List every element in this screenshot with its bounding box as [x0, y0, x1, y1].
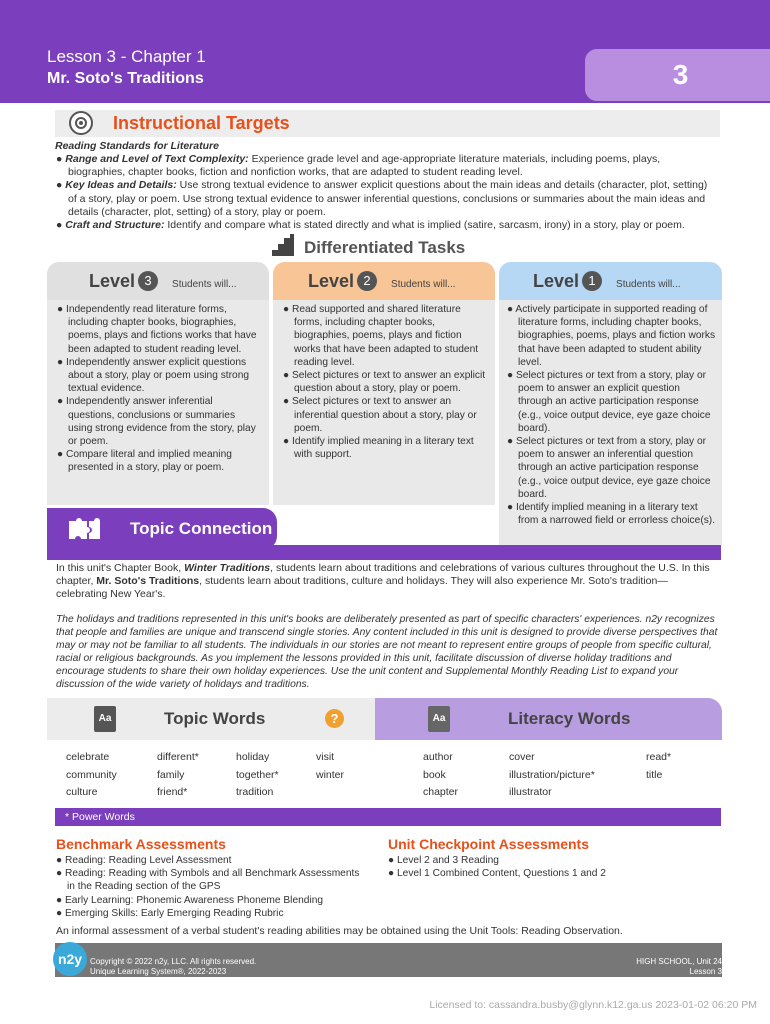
- power-words-label: * Power Words: [65, 811, 135, 823]
- benchmark-assessments-title: Benchmark Assessments: [56, 836, 226, 852]
- unit-label: HIGH SCHOOL, Unit 24: [636, 957, 722, 966]
- literacy-words-col: author book chapter: [423, 751, 459, 798]
- lesson-number-badge: 3: [585, 49, 770, 101]
- n2y-logo: n2y: [53, 942, 87, 976]
- list-item: ● Select pictures or text to answer an inferential question about a story, play or poem.: [283, 396, 477, 434]
- informal-assessment-note: An informal assessment of a verbal student's reading abilities may be obtained using the Unit Tools: Reading Observation.: [56, 925, 623, 937]
- literacy-words-col: read* title: [646, 751, 672, 781]
- standard-item: ● Key Ideas and Details: Use strong textual evidence to answer explicit questions about the main ideas and details (character, plot, setting) of a story, play or poem. Use strong textual evidence to answer inferential questions, conclusions or summaries about the main ideas and details (character, plot, setting) of a story, play or poem.: [56, 179, 708, 218]
- level-label: Level: [308, 271, 355, 291]
- literacy-words-col: cover illustration/picture* illustrator: [509, 751, 595, 798]
- level-number: 1: [582, 271, 602, 291]
- list-item: ● Level 2 and 3 Reading: [388, 855, 499, 866]
- list-item: ● Independently answer inferential questions, conclusions or summaries using strong evidence from the story, play or poem.: [57, 396, 256, 448]
- list-item: ● Select pictures or text to answer an explicit question about a story, play or poem.: [283, 370, 486, 395]
- benchmark-list: [56, 854, 366, 920]
- chapter-title: Mr. Soto's Traditions: [96, 575, 200, 588]
- standard-text: Use strong textual evidence to answer explicit questions about the main ideas and details (character, plot, setting) of a story, play or poem. Use strong textual evidence to answer inferential questions, conclusions or summaries about the main ideas and details (character, plot, setting) of a story, play or poem.: [68, 179, 708, 218]
- lesson-title: Mr. Soto's Traditions: [47, 70, 204, 87]
- lesson-label: Lesson 3: [689, 967, 722, 976]
- diversity-note: The holidays and traditions represented in this unit's books are deliberately presented as part of specific characters' experiences. n2y recognizes that people and families are unique and transcend single stories. Any content included in this unit is designed to provide diverse perspectives that may or may not be familiar to all students. The individuals in our stories are not meant to represent entire groups of people from specific cultural, racial or religious backgrounds. As you implement the lessons provided in this unit, facilitate discussion of diverse holiday traditions and encourage students to share their own holiday experiences. Use the unit content and Supplemental Monthly Reading List to expand your discussion of the wide variety of holidays and traditions.: [56, 614, 718, 690]
- list-item: ● Emerging Skills: Early Emerging Reading Rubric: [56, 907, 284, 919]
- list-item: ● Select pictures or text from a story, play or poem to answer an inferential question through an active participation response (e.g., voice output device, eye gaze choice board.: [507, 436, 711, 500]
- unit-checkpoint-list: [388, 854, 708, 880]
- list-item: ● Reading: Reading with Symbols and all Benchmark Assessments in the Reading section of the GPS: [56, 868, 360, 893]
- topic-connection-title: Topic Connection: [130, 519, 273, 538]
- list-item: ● Level 1 Combined Content, Questions 1 and 2: [388, 868, 606, 880]
- level-label: Level: [533, 271, 580, 291]
- level-1-header: [499, 262, 722, 300]
- reading-standards-heading: Reading Standards for Literature: [55, 140, 219, 152]
- level-2-body: [273, 300, 495, 505]
- list-item: ● Early Learning: Phonemic Awareness Phoneme Blending: [56, 894, 324, 906]
- topic-words-col: visit winter: [316, 751, 345, 781]
- standard-item: ● Craft and Structure: Identify and compare what is stated directly and what is implied (satire, sarcasm, irony) in a story, play or poem.: [56, 219, 685, 232]
- list-item: ● Reading: Reading Level Assessment: [56, 855, 232, 866]
- book-icon: Aa: [428, 706, 450, 732]
- level-2-header: [273, 262, 495, 300]
- chapter-book-title: Winter Traditions: [184, 562, 271, 574]
- topic-words-title: Topic Words: [164, 709, 266, 728]
- standard-label: Craft and Structure:: [65, 219, 165, 232]
- question-icon[interactable]: ?: [325, 709, 344, 728]
- level-1-list: [499, 300, 722, 527]
- standard-text: Identify and compare what is stated directly and what is implied (satire, sarcasm, irony) in a story, play or poem.: [164, 219, 685, 232]
- list-item: ● Independently answer explicit questions about a story, play or poem using strong textual evidence.: [57, 356, 250, 395]
- stairs-icon: [272, 234, 294, 256]
- copyright-text: Copyright © 2022 n2y, LLC. All rights reserved.: [90, 957, 257, 966]
- license-watermark: Licensed to: cassandra.busby@glynn.k12.ga.us 2023-01-02 06:20 PM: [429, 999, 757, 1011]
- topic-connection-paragraph: In this unit's Chapter Book, Winter Traditions, students learn about traditions and celebrations of various cultures throughout the U.S. In this chapter, Mr. Soto's Traditions, students learn about traditions, culture and holidays. They will also experience Mr. Soto's tradition—celebrating New Year's.: [56, 562, 710, 601]
- topic-words-col: different* family friend*: [157, 751, 199, 798]
- students-will-label: Students will...: [616, 279, 681, 290]
- literacy-words-title: Literacy Words: [508, 709, 631, 728]
- level-number: 2: [357, 271, 377, 291]
- topic-words-col: celebrate community culture: [66, 751, 117, 798]
- standard-item: ● Range and Level of Text Complexity: Experience grade level and age-appropriate literature materials, including poems, plays, biographies, chapter books, fiction and nonfiction works, that are adapted to student reading level.: [56, 153, 661, 179]
- unit-checkpoint-title: Unit Checkpoint Assessments: [388, 836, 589, 852]
- power-words-bar: [55, 808, 721, 826]
- level-3-header: [47, 262, 269, 300]
- list-item: ● Identify implied meaning in a literary text from a narrowed field or errorless choice(s).: [507, 502, 716, 527]
- standard-text: Experience grade level and age-appropriate literature materials, including poems, plays, biographies, chapter books, fiction and nonfiction works, that are adapted to student reading level.: [68, 153, 661, 179]
- students-will-label: Students will...: [172, 279, 237, 290]
- differentiated-tasks-title: Differentiated Tasks: [304, 238, 466, 257]
- list-item: ● Compare literal and implied meaning presented in a story, play or poem.: [57, 449, 232, 474]
- lesson-chapter-label: Lesson 3 - Chapter 1: [47, 47, 206, 66]
- list-item: ● Identify implied meaning in a literary text with support.: [283, 436, 474, 461]
- level-1-body: [499, 300, 722, 545]
- list-item: ● Independently read literature forms, including chapter books, biographies, poems, plays and fictions works that have been adapted to student reading level.: [57, 304, 257, 355]
- target-icon: [69, 111, 93, 135]
- level-number: 3: [138, 271, 158, 291]
- students-will-label: Students will...: [391, 279, 456, 290]
- level-3-body: [47, 300, 269, 505]
- list-item: ● Actively participate in supported reading of literature forms, including chapter books, biographies, poems, plays and fiction works that have been adapted to student ability level.: [507, 304, 716, 368]
- product-text: Unique Learning System®, 2022-2023: [90, 967, 227, 976]
- book-icon: Aa: [94, 706, 116, 732]
- level-label: Level: [89, 271, 136, 291]
- level-2-list: [273, 300, 495, 461]
- list-item: ● Read supported and shared literature forms, including chapter books, biographies, poems, plays and fiction works that have been adapted to student reading level.: [283, 304, 479, 368]
- standards-list: [56, 153, 716, 232]
- topic-words-col: holiday together* tradition: [236, 751, 279, 798]
- standard-label: Key Ideas and Details:: [65, 179, 177, 192]
- instructional-targets-title: Instructional Targets: [113, 113, 290, 133]
- list-item: ● Select pictures or text from a story, play or poem to answer an explicit question through an active participation response (e.g., voice output device, eye gaze choice board).: [507, 370, 711, 434]
- standard-label: Range and Level of Text Complexity:: [65, 153, 249, 165]
- puzzle-icon: [67, 515, 101, 541]
- level-3-list: [47, 300, 269, 475]
